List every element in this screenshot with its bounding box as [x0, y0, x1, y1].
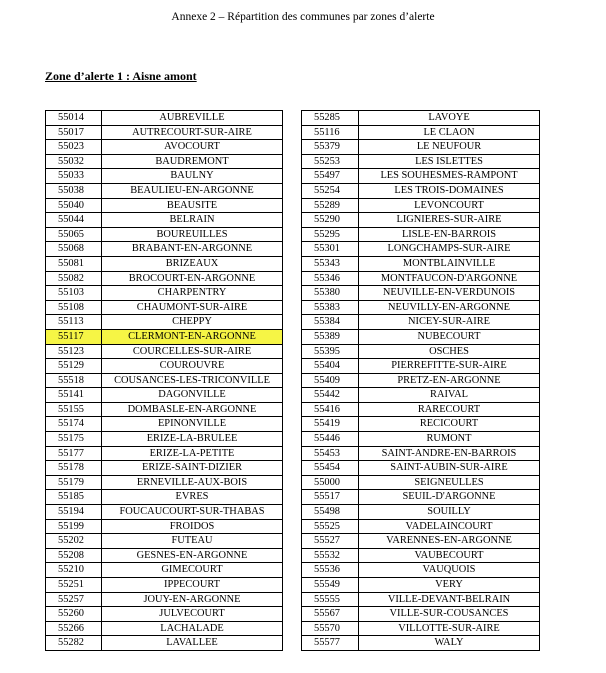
- commune-name: BEAULIEU-EN-ARGONNE: [102, 183, 283, 198]
- table-row: [302, 213, 540, 228]
- table-row: [302, 125, 540, 140]
- table-row: [302, 373, 540, 388]
- commune-name: DAGONVILLE: [102, 388, 283, 403]
- commune-code: 55383: [302, 300, 359, 315]
- commune-code: 55123: [46, 344, 102, 359]
- table-row: [302, 169, 540, 184]
- table-row: [302, 183, 540, 198]
- commune-name: EVRES: [102, 490, 283, 505]
- commune-code: 55253: [302, 154, 359, 169]
- commune-name: PIERREFITTE-SUR-AIRE: [359, 359, 540, 374]
- commune-code: 55266: [46, 621, 102, 636]
- table-row: [46, 563, 283, 578]
- commune-name: SEUIL-D'ARGONNE: [359, 490, 540, 505]
- commune-code: 55549: [302, 578, 359, 593]
- commune-name: BAULNY: [102, 169, 283, 184]
- commune-name: NUBECOURT: [359, 329, 540, 344]
- commune-name: LISLE-EN-BARROIS: [359, 227, 540, 242]
- commune-name: VADELAINCOURT: [359, 519, 540, 534]
- commune-code: 55260: [46, 607, 102, 622]
- commune-name: ERIZE-SAINT-DIZIER: [102, 461, 283, 476]
- commune-name: COUROUVRE: [102, 359, 283, 374]
- commune-code: 55177: [46, 446, 102, 461]
- table-row: [46, 548, 283, 563]
- commune-code: 55178: [46, 461, 102, 476]
- commune-name: RARECOURT: [359, 402, 540, 417]
- commune-code: 55185: [46, 490, 102, 505]
- commune-code: 55289: [302, 198, 359, 213]
- table-row: [46, 592, 283, 607]
- commune-code: 55194: [46, 505, 102, 520]
- commune-code: 55113: [46, 315, 102, 330]
- commune-name: GESNES-EN-ARGONNE: [102, 548, 283, 563]
- commune-code: 55389: [302, 329, 359, 344]
- commune-name: BRIZEAUX: [102, 256, 283, 271]
- table-row: [46, 271, 283, 286]
- commune-name: BAUDREMONT: [102, 154, 283, 169]
- commune-name: LE CLAON: [359, 125, 540, 140]
- table-row: [302, 271, 540, 286]
- commune-code: 55416: [302, 402, 359, 417]
- commune-code: 55577: [302, 636, 359, 651]
- table-row: [46, 636, 283, 651]
- commune-code: 55384: [302, 315, 359, 330]
- table-row: [302, 636, 540, 651]
- commune-name: WALY: [359, 636, 540, 651]
- commune-code: 55251: [46, 578, 102, 593]
- commune-name: VAUBECOURT: [359, 548, 540, 563]
- commune-code: 55081: [46, 256, 102, 271]
- commune-name: BOUREUILLES: [102, 227, 283, 242]
- commune-name: OSCHES: [359, 344, 540, 359]
- table-row: [302, 300, 540, 315]
- commune-code: 55536: [302, 563, 359, 578]
- commune-name: VILLOTTE-SUR-AIRE: [359, 621, 540, 636]
- table-row: [46, 242, 283, 257]
- table-row: [302, 592, 540, 607]
- table-row: [46, 505, 283, 520]
- commune-name: LIGNIERES-SUR-AIRE: [359, 213, 540, 228]
- commune-code: 55446: [302, 432, 359, 447]
- commune-code: 55129: [46, 359, 102, 374]
- commune-code: 55497: [302, 169, 359, 184]
- commune-code: 55116: [302, 125, 359, 140]
- commune-code: 55175: [46, 432, 102, 447]
- commune-name: FUTEAU: [102, 534, 283, 549]
- commune-name: ERNEVILLE-AUX-BOIS: [102, 475, 283, 490]
- commune-code: 55174: [46, 417, 102, 432]
- commune-code: 55282: [46, 636, 102, 651]
- commune-name: NEUVILLE-EN-VERDUNOIS: [359, 286, 540, 301]
- table-row: [302, 461, 540, 476]
- commune-code: 55285: [302, 111, 359, 126]
- commune-name: RAIVAL: [359, 388, 540, 403]
- table-row: [46, 373, 283, 388]
- commune-name: LE NEUFOUR: [359, 140, 540, 155]
- commune-name: VERY: [359, 578, 540, 593]
- commune-code: 55014: [46, 111, 102, 126]
- commune-code: 55199: [46, 519, 102, 534]
- commune-name: NICEY-SUR-AIRE: [359, 315, 540, 330]
- commune-name: CHEPPY: [102, 315, 283, 330]
- commune-code: 55518: [46, 373, 102, 388]
- commune-code: 55453: [302, 446, 359, 461]
- commune-name: AUBREVILLE: [102, 111, 283, 126]
- table-row: [302, 432, 540, 447]
- highlighted-table-row: [46, 329, 283, 344]
- communes-table-right: [301, 110, 540, 651]
- table-row: [46, 125, 283, 140]
- table-row: [46, 256, 283, 271]
- table-row: [46, 534, 283, 549]
- table-row: [46, 417, 283, 432]
- commune-code: 55108: [46, 300, 102, 315]
- commune-name: CLERMONT-EN-ARGONNE: [102, 329, 283, 344]
- commune-code: 55023: [46, 140, 102, 155]
- commune-name: AUTRECOURT-SUR-AIRE: [102, 125, 283, 140]
- table-row: [46, 183, 283, 198]
- commune-code: 55208: [46, 548, 102, 563]
- table-row: [46, 140, 283, 155]
- table-row: [302, 475, 540, 490]
- communes-table-left: [45, 110, 283, 651]
- table-row: [302, 534, 540, 549]
- commune-code: 55409: [302, 373, 359, 388]
- commune-code: 55380: [302, 286, 359, 301]
- table-row: [46, 227, 283, 242]
- commune-name: ERIZE-LA-BRULEE: [102, 432, 283, 447]
- commune-code: 55044: [46, 213, 102, 228]
- commune-code: 55346: [302, 271, 359, 286]
- table-row: [302, 315, 540, 330]
- table-row: [302, 505, 540, 520]
- commune-code: 55454: [302, 461, 359, 476]
- commune-code: 55000: [302, 475, 359, 490]
- commune-code: 55290: [302, 213, 359, 228]
- table-row: [46, 111, 283, 126]
- commune-name: AVOCOURT: [102, 140, 283, 155]
- zone-heading: Zone d’alerte 1 : Aisne amont: [45, 69, 197, 83]
- commune-code: 55038: [46, 183, 102, 198]
- commune-name: PRETZ-EN-ARGONNE: [359, 373, 540, 388]
- table-row: [46, 461, 283, 476]
- commune-name: VAUQUOIS: [359, 563, 540, 578]
- page-title: Annexe 2 – Répartition des communes par zones d’alerte: [171, 11, 435, 23]
- commune-code: 55068: [46, 242, 102, 257]
- commune-name: LACHALADE: [102, 621, 283, 636]
- table-row: [302, 111, 540, 126]
- table-row: [46, 607, 283, 622]
- table-row: [46, 578, 283, 593]
- commune-code: 55379: [302, 140, 359, 155]
- commune-code: 55442: [302, 388, 359, 403]
- table-row: [302, 140, 540, 155]
- commune-code: 55404: [302, 359, 359, 374]
- table-row: [46, 344, 283, 359]
- table-row: [302, 417, 540, 432]
- commune-code: 55210: [46, 563, 102, 578]
- commune-code: 55570: [302, 621, 359, 636]
- table-row: [302, 256, 540, 271]
- commune-code: 55395: [302, 344, 359, 359]
- commune-code: 55103: [46, 286, 102, 301]
- table-row: [302, 607, 540, 622]
- table-row: [302, 154, 540, 169]
- commune-name: EPINONVILLE: [102, 417, 283, 432]
- commune-code: 55257: [46, 592, 102, 607]
- table-row: [46, 315, 283, 330]
- table-row: [46, 490, 283, 505]
- table-row: [46, 286, 283, 301]
- commune-code: 55498: [302, 505, 359, 520]
- commune-code: 55033: [46, 169, 102, 184]
- table-row: [46, 198, 283, 213]
- table-row: [46, 621, 283, 636]
- commune-code: 55419: [302, 417, 359, 432]
- commune-name: RECICOURT: [359, 417, 540, 432]
- table-row: [46, 213, 283, 228]
- table-row: [302, 388, 540, 403]
- commune-code: 55141: [46, 388, 102, 403]
- commune-code: 55155: [46, 402, 102, 417]
- commune-name: VARENNES-EN-ARGONNE: [359, 534, 540, 549]
- table-row: [46, 519, 283, 534]
- commune-name: BEAUSITE: [102, 198, 283, 213]
- commune-name: ERIZE-LA-PETITE: [102, 446, 283, 461]
- table-row: [46, 388, 283, 403]
- commune-code: 55017: [46, 125, 102, 140]
- commune-name: DOMBASLE-EN-ARGONNE: [102, 402, 283, 417]
- commune-code: 55532: [302, 548, 359, 563]
- table-row: [302, 242, 540, 257]
- commune-name: CHARPENTRY: [102, 286, 283, 301]
- table-row: [302, 548, 540, 563]
- commune-code: 55301: [302, 242, 359, 257]
- commune-code: 55567: [302, 607, 359, 622]
- commune-name: FROIDOS: [102, 519, 283, 534]
- commune-name: LES SOUHESMES-RAMPONT: [359, 169, 540, 184]
- commune-code: 55525: [302, 519, 359, 534]
- table-row: [302, 329, 540, 344]
- table-row: [46, 300, 283, 315]
- table-row: [302, 563, 540, 578]
- commune-name: COURCELLES-SUR-AIRE: [102, 344, 283, 359]
- commune-name: BRABANT-EN-ARGONNE: [102, 242, 283, 257]
- commune-name: MONTFAUCON-D'ARGONNE: [359, 271, 540, 286]
- commune-name: SAINT-AUBIN-SUR-AIRE: [359, 461, 540, 476]
- table-row: [302, 359, 540, 374]
- commune-name: VILLE-DEVANT-BELRAIN: [359, 592, 540, 607]
- commune-code: 55179: [46, 475, 102, 490]
- commune-code: 55517: [302, 490, 359, 505]
- commune-code: 55555: [302, 592, 359, 607]
- table-row: [302, 344, 540, 359]
- table-row: [46, 154, 283, 169]
- commune-name: LAVOYE: [359, 111, 540, 126]
- commune-name: JOUY-EN-ARGONNE: [102, 592, 283, 607]
- commune-name: BROCOURT-EN-ARGONNE: [102, 271, 283, 286]
- table-row: [46, 432, 283, 447]
- commune-code: 55040: [46, 198, 102, 213]
- table-row: [46, 475, 283, 490]
- commune-name: GIMECOURT: [102, 563, 283, 578]
- commune-name: MONTBLAINVILLE: [359, 256, 540, 271]
- commune-code: 55065: [46, 227, 102, 242]
- table-row: [302, 402, 540, 417]
- table-row: [46, 446, 283, 461]
- table-row: [302, 446, 540, 461]
- table-row: [302, 578, 540, 593]
- commune-name: JULVECOURT: [102, 607, 283, 622]
- commune-name: LAVALLEE: [102, 636, 283, 651]
- commune-code: 55295: [302, 227, 359, 242]
- commune-code: 55343: [302, 256, 359, 271]
- table-row: [302, 490, 540, 505]
- commune-code: 55032: [46, 154, 102, 169]
- commune-code: 55527: [302, 534, 359, 549]
- commune-name: VILLE-SUR-COUSANCES: [359, 607, 540, 622]
- commune-name: COUSANCES-LES-TRICONVILLE: [102, 373, 283, 388]
- commune-code: 55254: [302, 183, 359, 198]
- commune-name: SEIGNEULLES: [359, 475, 540, 490]
- table-row: [46, 169, 283, 184]
- table-row: [302, 621, 540, 636]
- table-row: [302, 198, 540, 213]
- commune-name: LONGCHAMPS-SUR-AIRE: [359, 242, 540, 257]
- commune-code: 55082: [46, 271, 102, 286]
- commune-name: NEUVILLY-EN-ARGONNE: [359, 300, 540, 315]
- commune-code: 55117: [46, 329, 102, 344]
- commune-name: SAINT-ANDRE-EN-BARROIS: [359, 446, 540, 461]
- commune-name: BELRAIN: [102, 213, 283, 228]
- commune-code: 55202: [46, 534, 102, 549]
- commune-name: LEVONCOURT: [359, 198, 540, 213]
- commune-name: LES ISLETTES: [359, 154, 540, 169]
- commune-name: RUMONT: [359, 432, 540, 447]
- commune-name: SOUILLY: [359, 505, 540, 520]
- table-row: [46, 402, 283, 417]
- commune-name: CHAUMONT-SUR-AIRE: [102, 300, 283, 315]
- commune-name: IPPECOURT: [102, 578, 283, 593]
- table-row: [46, 359, 283, 374]
- table-row: [302, 227, 540, 242]
- table-row: [302, 286, 540, 301]
- commune-name: LES TROIS-DOMAINES: [359, 183, 540, 198]
- commune-name: FOUCAUCOURT-SUR-THABAS: [102, 505, 283, 520]
- table-row: [302, 519, 540, 534]
